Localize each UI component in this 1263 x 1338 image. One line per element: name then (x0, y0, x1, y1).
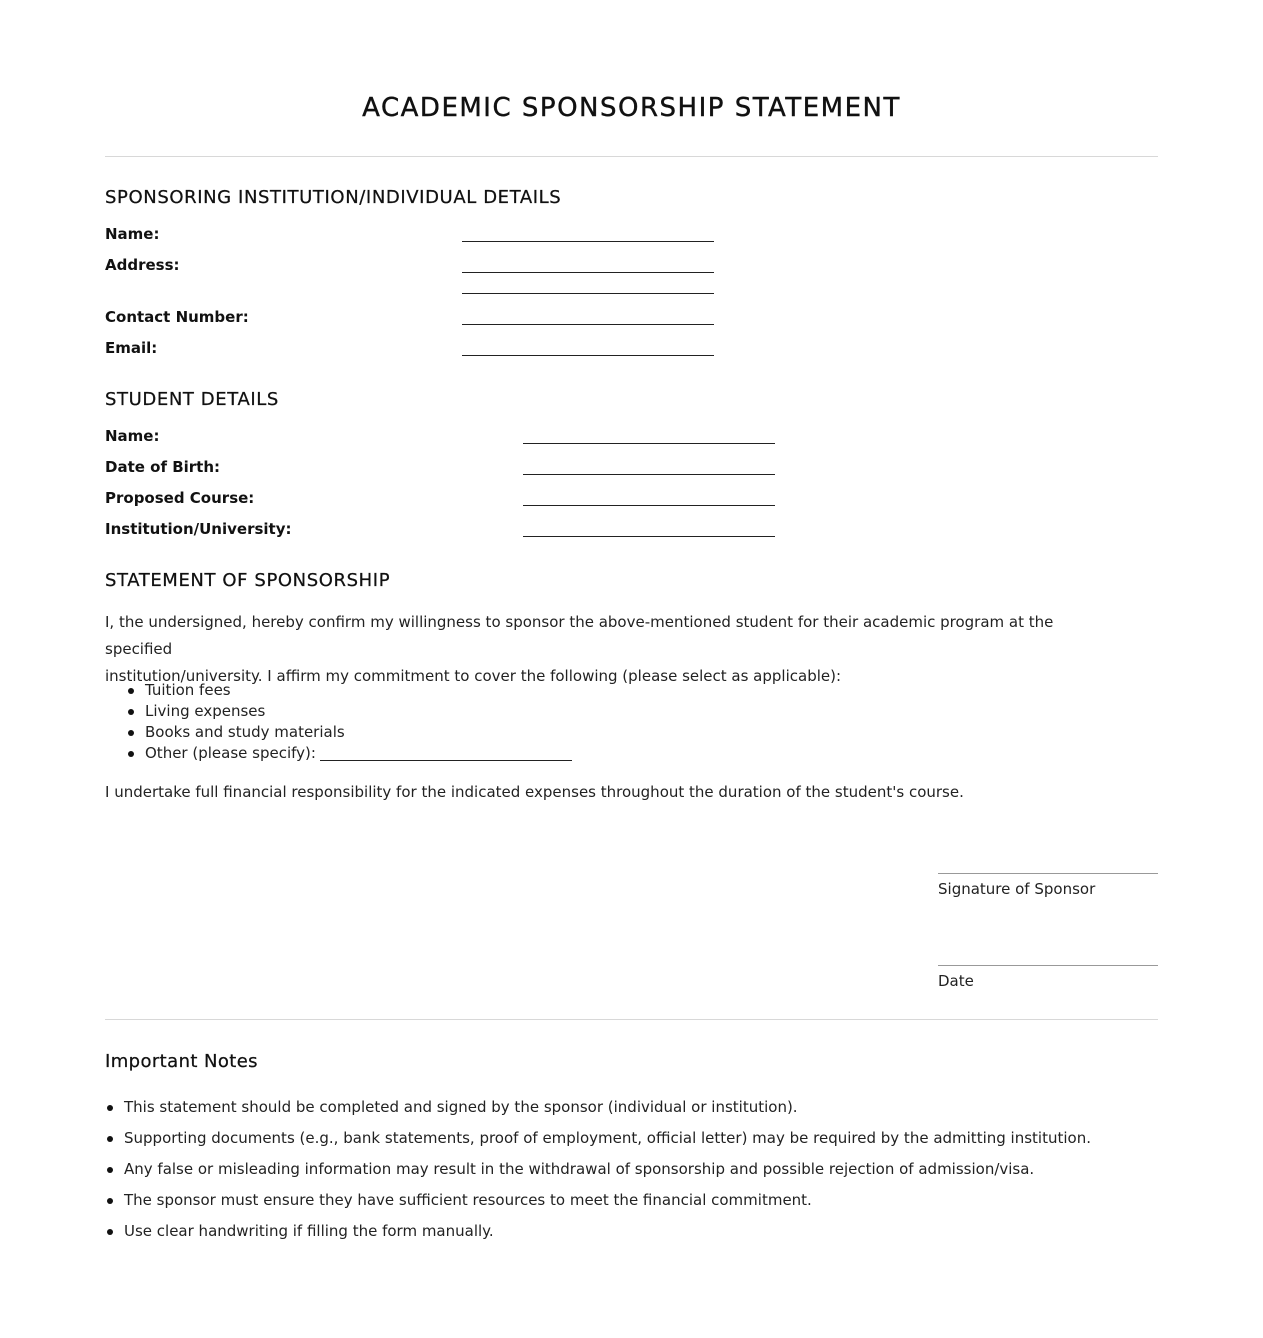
statement-section-heading: STATEMENT OF SPONSORSHIP (105, 570, 391, 591)
student-dob-label: Date of Birth: (105, 458, 221, 476)
bullet-icon (107, 1105, 113, 1111)
note-item: Use clear handwriting if filling the form manually. (124, 1216, 1091, 1247)
coverage-option-tuition[interactable]: Tuition fees (145, 680, 572, 701)
statement-closing: I undertake full financial responsibility for the indicated expenses throughout the duration of the student's course. (105, 783, 964, 801)
bullet-icon (107, 1198, 113, 1204)
bullet-icon (128, 688, 134, 694)
sponsor-address-field-line-2[interactable] (462, 293, 714, 294)
note-item: The sponsor must ensure they have sufficient resources to meet the financial commitment. (124, 1185, 1091, 1216)
sponsor-address-label: Address: (105, 256, 180, 274)
sponsor-email-label: Email: (105, 339, 158, 357)
sponsor-address-field-line-1[interactable] (462, 272, 714, 273)
bullet-icon (107, 1136, 113, 1142)
student-name-field[interactable] (523, 443, 775, 444)
bullet-icon (107, 1167, 113, 1173)
student-section-heading: STUDENT DETAILS (105, 389, 279, 410)
coverage-options-list (145, 680, 572, 764)
sponsor-name-field[interactable] (462, 241, 714, 242)
student-institution-label: Institution/University: (105, 520, 292, 538)
student-course-field[interactable] (523, 505, 775, 506)
notes-divider (105, 1019, 1158, 1020)
sponsor-section-heading: SPONSORING INSTITUTION/INDIVIDUAL DETAILS (105, 187, 562, 208)
date-label: Date (938, 972, 974, 990)
other-specify-field[interactable] (320, 759, 572, 761)
sponsor-name-label: Name: (105, 225, 160, 243)
notes-heading: Important Notes (105, 1051, 258, 1072)
coverage-option-books[interactable]: Books and study materials (145, 722, 572, 743)
title-divider (105, 156, 1158, 157)
note-item: Any false or misleading information may result in the withdrawal of sponsorship and possible rejection of admission/visa. (124, 1154, 1091, 1185)
student-dob-field[interactable] (523, 474, 775, 475)
statement-intro-line-1: I, the undersigned, hereby confirm my willingness to sponsor the above-mentioned student for their academic program at the specified (105, 613, 1054, 658)
note-item: Supporting documents (e.g., bank statements, proof of employment, official letter) may be required by the admitting institution. (124, 1123, 1091, 1154)
statement-intro (105, 609, 1085, 690)
notes-list (124, 1092, 1091, 1247)
student-course-label: Proposed Course: (105, 489, 255, 507)
student-institution-field[interactable] (523, 536, 775, 537)
statement-intro-line-2: institution/university. I affirm my commitment to cover the following (please select as applicable): (105, 667, 842, 685)
student-name-label: Name: (105, 427, 160, 445)
bullet-icon (128, 751, 134, 757)
bullet-icon (128, 730, 134, 736)
document-title: ACADEMIC SPONSORSHIP STATEMENT (362, 93, 901, 123)
bullet-icon (128, 709, 134, 715)
coverage-option-living[interactable]: Living expenses (145, 701, 572, 722)
sponsor-contact-field[interactable] (462, 324, 714, 325)
signature-label: Signature of Sponsor (938, 880, 1096, 898)
coverage-option-other[interactable]: Other (please specify): (145, 743, 572, 764)
note-item: This statement should be completed and signed by the sponsor (individual or institution). (124, 1092, 1091, 1123)
sponsor-email-field[interactable] (462, 355, 714, 356)
date-line[interactable] (938, 965, 1158, 966)
signature-line[interactable] (938, 873, 1158, 874)
sponsor-contact-label: Contact Number: (105, 308, 249, 326)
bullet-icon (107, 1229, 113, 1235)
